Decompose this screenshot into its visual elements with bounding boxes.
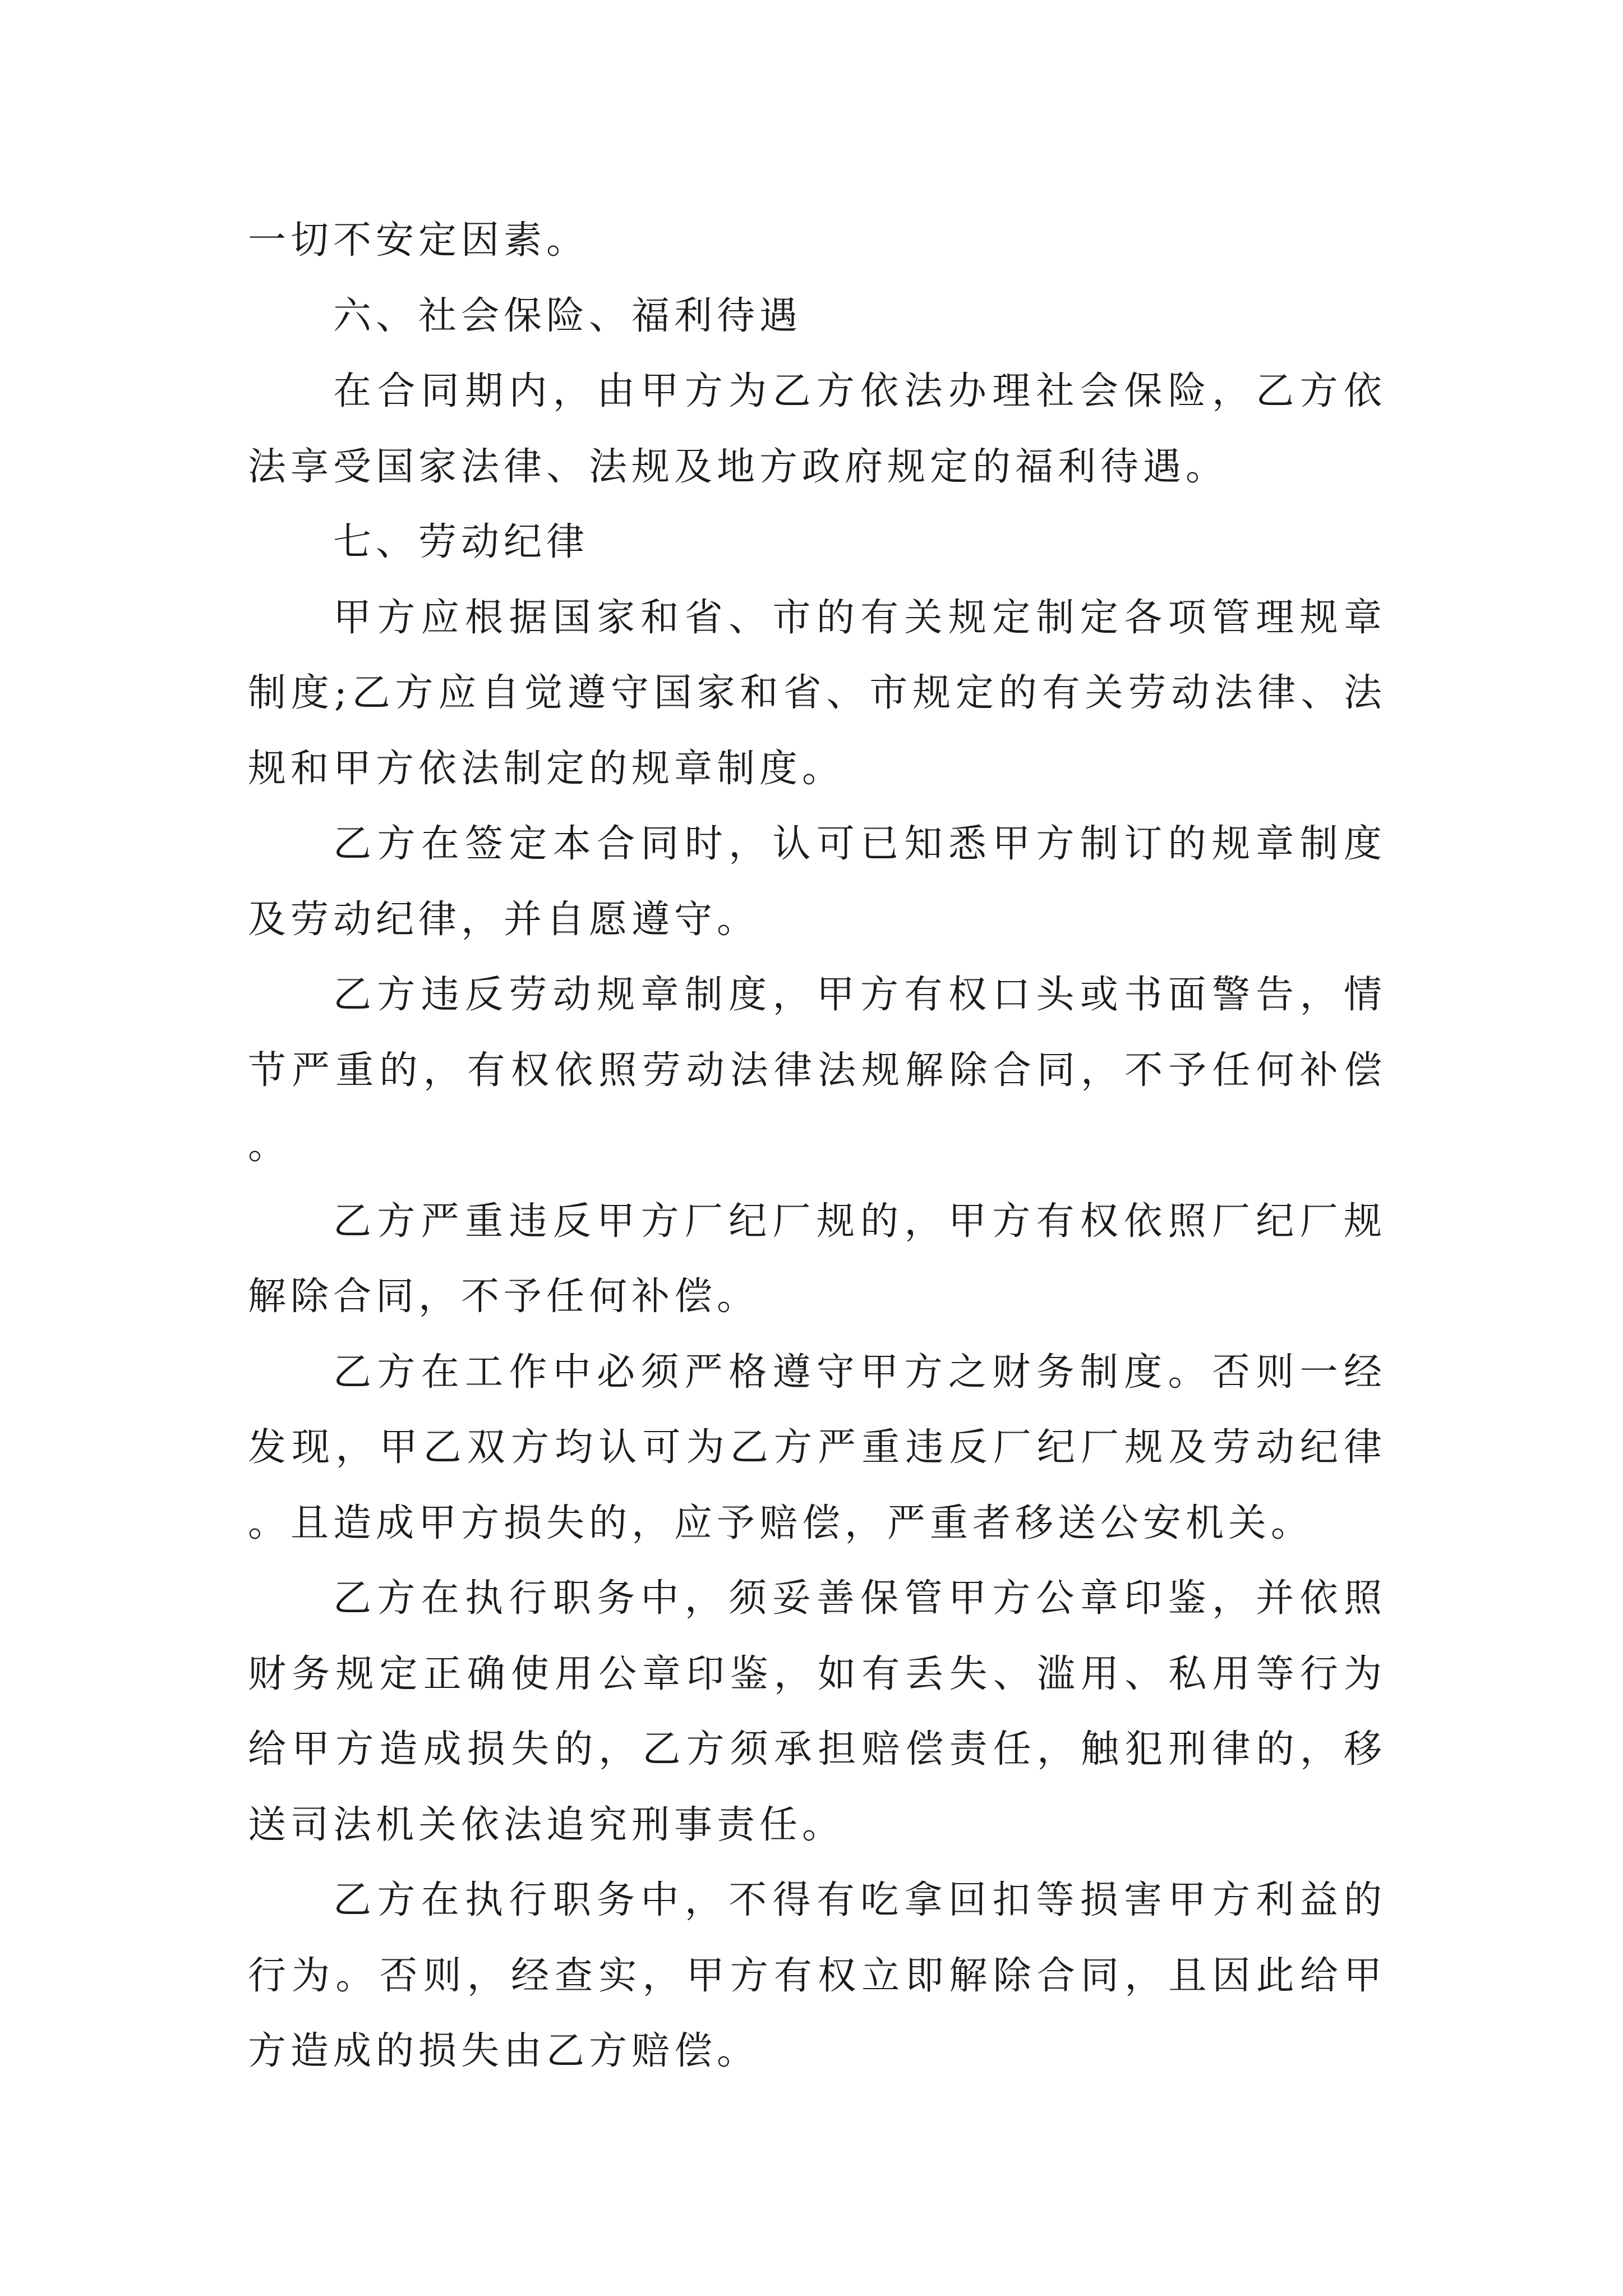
section-heading-social-insurance: 六、社会保险、福利待遇 bbox=[333, 293, 803, 338]
paragraph-acknowledgement: 乙方在签定本合同时，认可已知悉甲方制订的规章制度及劳动纪律，并自愿遵守。 bbox=[248, 822, 1386, 942]
paragraph-financial-rules: 乙方在工作中必须严格遵守甲方之财务制度。否则一经发现，甲乙双方均认可为乙方严重违反厂纪厂规及劳动纪律。且造成甲方损失的，应予赔偿，严重者移送公安机关。 bbox=[248, 1350, 1386, 1545]
paragraph-serious-violation: 乙方严重违反甲方厂纪厂规的，甲方有权依照厂纪厂规解除合同，不予任何补偿。 bbox=[248, 1199, 1386, 1319]
paragraph-continuation: 一切不安定因素。 bbox=[248, 218, 589, 263]
paragraph-violation-warning: 乙方违反劳动规章制度，甲方有权口头或书面警告，情节严重的，有权依照劳动法律法规解除合同，不予任何补偿。 bbox=[248, 973, 1386, 1168]
paragraph-rules-regulations: 甲方应根据国家和省、市的有关规定制定各项管理规章制度;乙方应自觉遵守国家和省、市规定的有关劳动法律、法规和甲方依法制定的规章制度。 bbox=[248, 595, 1386, 791]
paragraph-social-insurance: 在合同期内，由甲方为乙方依法办理社会保险，乙方依法享受国家法律、法规及地方政府规定的福利待遇。 bbox=[248, 369, 1386, 489]
paragraph-kickbacks: 乙方在执行职务中，不得有吃拿回扣等损害甲方利益的行为。否则，经查实，甲方有权立即解除合同，且因此给甲方造成的损失由乙方赔偿。 bbox=[248, 1878, 1386, 2073]
section-heading-labor-discipline: 七、劳动纪律 bbox=[333, 520, 589, 564]
document-body bbox=[248, 203, 1386, 2090]
paragraph-seal-custody: 乙方在执行职务中，须妥善保管甲方公章印鉴，并依照财务规定正确使用公章印鉴，如有丢失、滥用、私用等行为给甲方造成损失的，乙方须承担赔偿责任，触犯刑律的，移送司法机关依法追究刑事责任。 bbox=[248, 1576, 1386, 1847]
